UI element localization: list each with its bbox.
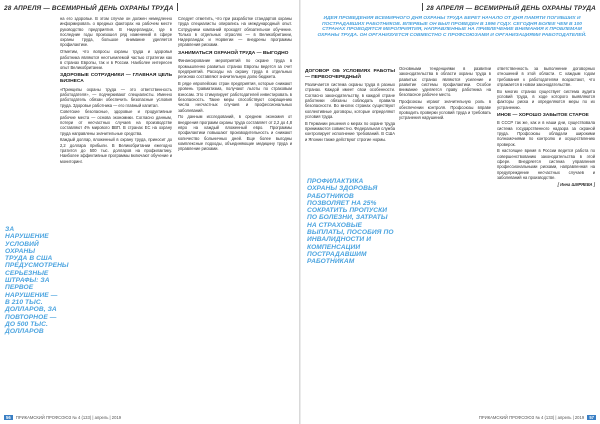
paragraph: По данным исследований, в среднем экономия от внедрения программ охраны труда составляет от 2,2 до 4,8 евро на каждый вложенный евро. Программы профилактики повышают производительность и снижают количество больничных дней. Еще более выгодны комплексные подходы, объединяющие медицину труда и управление рисками. (178, 114, 292, 152)
paragraph: В ряде европейских стран предприятия, которые снижают уровень травматизма, получают льготы по страховым взносам. Это стимулирует работодателей инвестировать в безопасность. Такие меры способствуют сокращению числа несчастных случаев и профессиональных заболеваний. (178, 81, 292, 113)
paragraph: Следует отметить, что при разработке стандартов охраны труда специалисты опирались на международный опыт. Сотрудники компаний проходят обязательное обучение. Только в отдельных отраслях — в Великобритании, Нидерландах и Норвегии — внедрены программы управления рисками. (178, 16, 292, 48)
right-running-head-text: 28 АПРЕЛЯ — ВСЕМИРНЫЙ ДЕНЬ ОХРАНЫ ТРУДА (426, 5, 596, 12)
pull-quote-right: ПРОФИЛАКТИКА ОХРАНЫ ЗДОРОВЬЯ РАБОТНИКОВ ПОЗВОЛЯЕТ НА 25% СОКРАТИТЬ ПРОПУСКИ ПО БОЛЕЗНИ, ЗАТРАТЫ НА СТРАХОВЫЕ ВЫПЛАТЫ, ПОСОБИЯ ПО ИНВАЛИДНОСТИ И КОМПЕНСАЦИИ ПОСТРАДАВШИМ РАБОТНИКАМ (307, 178, 394, 266)
paragraph: на его здоровье. В этом случае он должен немедленно информировать о вредных факторах на рабочем месте руководство предприятия. В Нидерландах, где в последние годы произошел ряд изменений в сфере охраны труда, большое внимание уделяется профилактике. (60, 16, 172, 48)
paragraph: Основными тенденциями в развитии законодательства в области охраны труда в развитых странах являются усиление и развитие системы профилактики. Особое внимание уделяется праву работника на безопасное рабочее место. (399, 66, 491, 98)
paragraph: Отметим, что вопросы охраны труда и здоровья работника являются неотъемлемой частью стратегии как в странах Европы, так и в России. Наиболее интересен опыт Великобритании. (60, 49, 172, 71)
running-head-divider (422, 3, 423, 11)
paragraph: «Принципы охраны труда — это ответственность работодателя», — подчеркивают специалисты. Именно работодатель обязан обеспечить безопасные условия труда. Здоровье работника — его главный капитал. (60, 86, 172, 108)
paragraph: Во многих странах существует система аудита условий труда, в ходе которого выявляются факторы риска и определяются меры по их устранению. (497, 88, 595, 110)
author-signature: [ Инна ШИРЯЕВА ] (557, 181, 595, 187)
paragraph: Профсоюзы играют значительную роль в обеспечении контроля. Профсоюзы вправе проводить проверки условий труда и требовать устранения нарушений. (399, 99, 491, 121)
paragraph: Советские безопасные, здоровые и продуктивные рабочие места — основа экономики. Согласно данным, потери от несчастных случаев на производстве составляют 4% мирового ВВП. В странах ЕС на охрану труда направлены значительные средства. (60, 109, 172, 136)
left-page (0, 0, 299, 424)
magazine-name: ПРИКАМСКИЙ ПРОФСОЮЗ (478, 415, 535, 420)
right-column-2 (399, 66, 491, 412)
page-number: 57 (589, 415, 594, 420)
paragraph: Различается система охраны труда в разных странах. Каждой имеет свои особенности. Согласно законодательству, в каждой стране работники обязаны соблюдать правила безопасности. Во многих странах существуют коллективные договоры, которые определяют условия труда. (305, 82, 395, 119)
left-column-2 (178, 16, 292, 412)
right-column-1 (305, 66, 395, 166)
left-running-head-text: 28 АПРЕЛЯ — ВСЕМИРНЫЙ ДЕНЬ ОХРАНЫ ТРУДА (4, 5, 174, 12)
section-heading: ЗАНИМАТЬСЯ ОХРАНОЙ ТРУДА — ВЫГОДНО (178, 50, 289, 56)
right-page (301, 0, 600, 424)
issue-info: № 4 (133) | апрель | 2019 (535, 415, 585, 420)
left-running-head (4, 3, 181, 15)
section-heading: ИНОЕ — ХОРОШО ЗАБЫТОЕ СТАРОЕ (497, 112, 589, 118)
pull-quote-left: ЗА НАРУШЕНИЕ УСЛОВИЙ ОХРАНЫ ТРУДА В США ПРЕДУСМОТРЕНЫ СЕРЬЕЗНЫЕ ШТРАФЫ: ЗА ПЕРВОЕ НАРУШЕНИЕ — В 210 ТЫС. ДОЛЛАРОВ, ЗА ПОВТОРНОЕ — ДО 500 ТЫС. ДОЛЛАРОВ (5, 226, 69, 336)
running-head-divider (177, 3, 178, 11)
right-column-3 (497, 66, 595, 412)
section-heading: ЗДОРОВЫЕ СОТРУДНИКИ — ГЛАВНАЯ ЦЕЛЬ БИЗНЕСА (60, 73, 172, 85)
paragraph: ответственность за выполнение договорных отношений в этой области. С каждым годом требования к работодателям возрастают, что отражается в новом законодательстве. (497, 66, 595, 87)
intro-lead: ИДЕЯ ПРОВЕДЕНИЯ ВСЕМИРНОГО ДНЯ ОХРАНЫ ТРУДА БЕРЕТ НАЧАЛО ОТ ДНЯ ПАМЯТИ ПОГИБШИХ И ПОСТРАДАВШИХ РАБОТНИКОВ. ВПЕРВЫЕ ОН БЫЛ ПРОВЕДЕН В 1996 ГОДУ. СЕГОДНЯ БОЛЕЕ ЧЕМ В 100 СТРАНАХ ПРОВОДЯТСЯ МЕРОПРИЯТИЯ, НАПРАВЛЕННЫЕ НА ПРИВЛЕЧЕНИЕ ВНИМАНИЯ К ПРОБЛЕМАМ ОХРАНЫ ТРУДА. ОН ОРГАНИЗУЕТСЯ СОВМЕСТНО С ПРОФСОЮЗАМИ И ОРГАНИЗАЦИЯМИ РАБОТОДАТЕЛЕЙ. (317, 16, 587, 38)
right-running-head (419, 3, 596, 15)
magazine-name: ПРИКАМСКИЙ ПРОФСОЮЗ (15, 415, 72, 420)
right-footer (479, 415, 596, 420)
paragraph: В СССР так же, как и в наши дни, существовала система государственного надзора за охраной труда. Профсоюзы обладали широкими полномочиями по контролю и осуществлению проверок. (497, 120, 595, 147)
paragraph: Каждый доллар, вложенный в охрану труда, приносит до 2,2 доллара прибыли. В Великобритании ежегодно тратится до 500 тыс. долларов на профилактику. Наиболее эффективные программы включают обучение и мониторинг. (60, 137, 172, 164)
page-number: 56 (6, 415, 11, 420)
left-footer (4, 415, 121, 420)
paragraph: В Германии решения о мерах по охране труда принимаются совместно. Федеральная служба контролирует исполнение требований. В США и Японии также действуют строгие нормы. (305, 120, 395, 142)
paragraph: В настоящее время в России ведется работа по совершенствованию законодательства в этой сфере. Внедряется система управления профессиональными рисками, направленная на предупреждение несчастных случаев и заболеваний на производстве. (497, 148, 595, 180)
issue-info: № 4 (133) | апрель | 2019 (72, 415, 122, 420)
section-heading: ДОГОВОР ОБ УСЛОВИЯХ РАБОТЫ — ПЕРВООЧЕРЕДНЫЙ (305, 69, 395, 80)
left-column-1 (60, 16, 172, 412)
paragraph: Финансирование мероприятий по охране труда в промышленно развитых странах Европы ведется за счет предприятий. Расходы на охрану труда в отдельных регионах составляют значительную долю бюджета. (178, 58, 292, 80)
